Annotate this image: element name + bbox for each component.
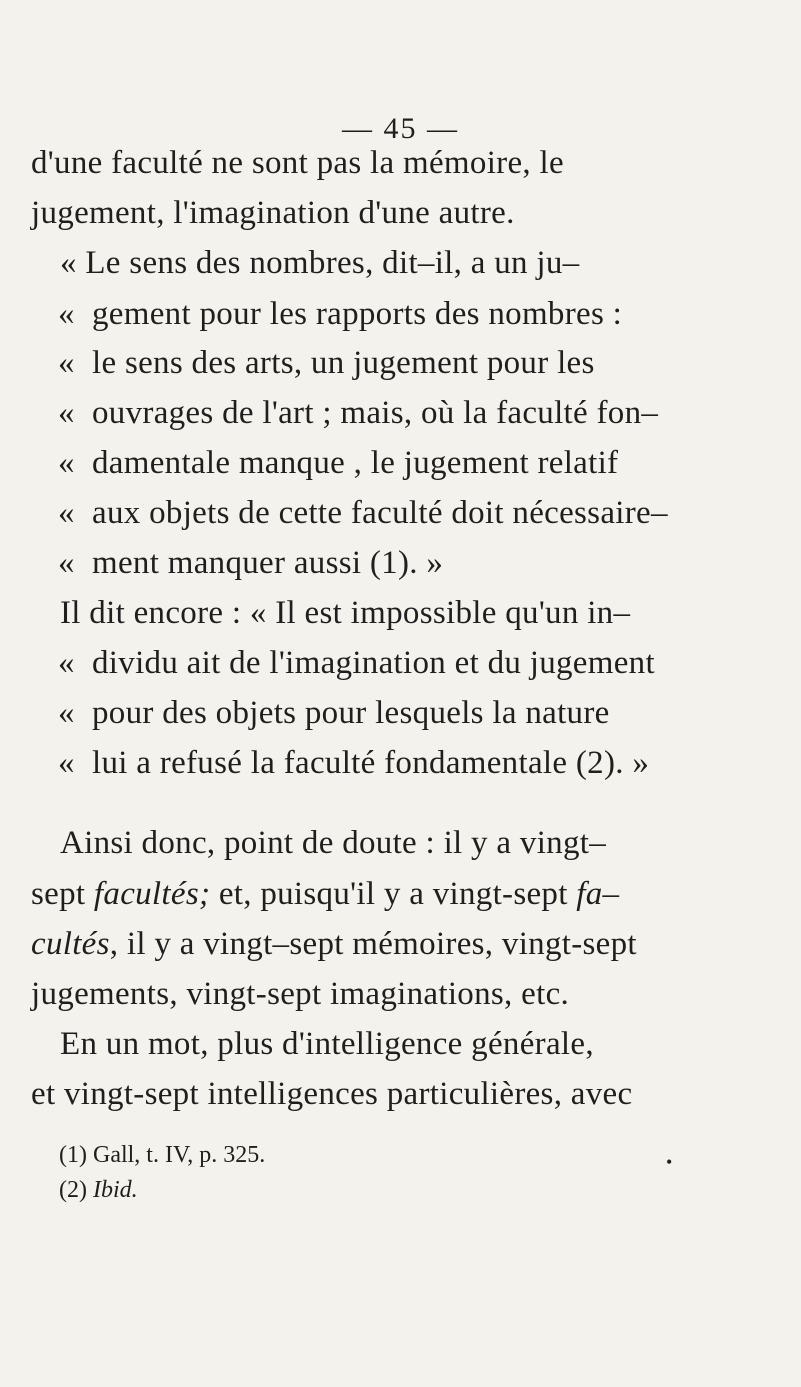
text-line: « ment manquer aussi (1). »	[58, 545, 444, 581]
text-line: « le sens des arts, un jugement pour les	[58, 345, 595, 381]
text-line: « damentale manque , le jugement relatif	[58, 445, 619, 481]
text-line: « aux objets de cette faculté doit nécessaire–	[58, 495, 668, 531]
text-line: « gement pour les rapports des nombres :	[58, 296, 623, 332]
text-line: En un mot, plus d'intelligence générale,	[60, 1026, 594, 1062]
text-line: « pour des objets pour lesquels la nature	[58, 695, 610, 731]
text-line: « Le sens des nombres, dit–il, a un ju–	[60, 245, 580, 281]
text-line: Il dit encore : « Il est impossible qu'un in–	[60, 595, 631, 631]
footnote-1: (1) Gall, t. IV, p. 325.	[59, 1142, 266, 1168]
page-number: — 45 —	[342, 112, 459, 145]
text-line: Ainsi donc, point de doute : il y a vingt–	[60, 825, 607, 861]
text-line: sept facultés; et, puisqu'il y a vingt-sept fa–	[31, 876, 620, 912]
footnote-2: (2) Ibid.	[59, 1177, 138, 1203]
text-line: d'une faculté ne sont pas la mémoire, le	[31, 145, 564, 181]
text-line: cultés, il y a vingt–sept mémoires, vingt-sept	[31, 926, 637, 962]
text-line: et vingt-sept intelligences particulières, avec	[31, 1076, 633, 1112]
text-line: « lui a refusé la faculté fondamentale (2). »	[58, 745, 650, 781]
text-line: « ouvrages de l'art ; mais, où la faculté fon–	[58, 395, 659, 431]
stray-dot: •	[666, 1152, 673, 1172]
text-line: jugements, vingt-sept imaginations, etc.	[31, 976, 570, 1012]
text-line: « dividu ait de l'imagination et du jugement	[58, 645, 655, 681]
text-line: jugement, l'imagination d'une autre.	[31, 195, 515, 231]
